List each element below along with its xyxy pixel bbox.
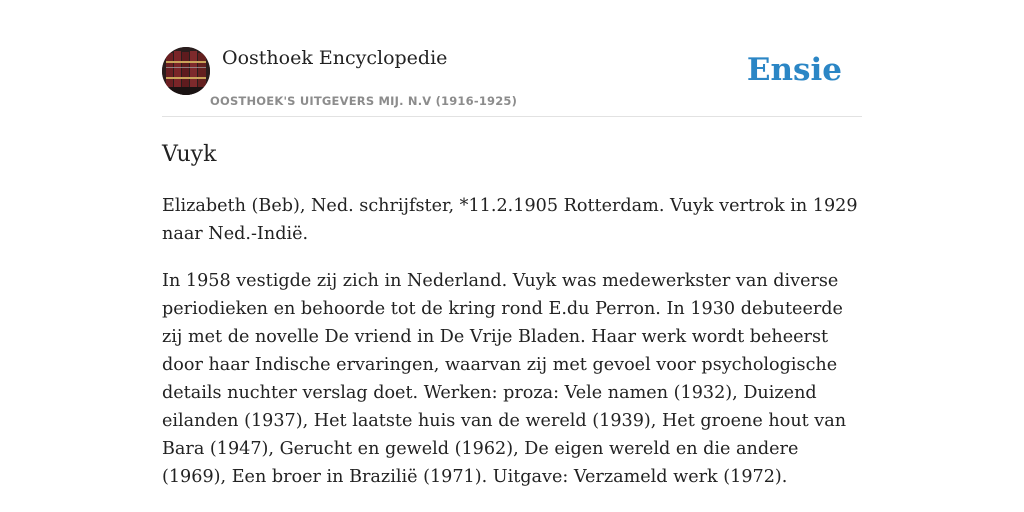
entry-title: Vuyk <box>162 142 217 167</box>
brand-logo[interactable]: Ensie <box>746 52 842 88</box>
entry-paragraph: In 1958 vestigde zij zich in Nederland. Vuyk was medewerkster van diverse periodieken en behoorde tot de kring rond E.du Perron. In 1930 debuteerde zij met de novelle De vriend in De Vrije Bladen. Haar werk wordt beheerst door haar Indische ervaringen, waarvan zij met gevoel voor psychologische details nuchter verslag doet. Werken: proza: Vele namen (1932), Duizend eilanden (1937), Het laatste huis van de wereld (1939), Het groene hout van Bara (1947), Gerucht en geweld (1962), De eigen wereld en die andere (1969), Een broer in Brazilië (1971). Uitgave: Verzameld werk (1972). <box>162 271 847 487</box>
source-title[interactable]: Oosthoek Encyclopedie <box>222 47 448 69</box>
source-subtitle: OOSTHOEK'S UITGEVERS MIJ. N.V (1916-1925) <box>210 94 518 108</box>
header <box>162 0 862 117</box>
entry-body <box>162 192 862 510</box>
encyclopedia-books-icon <box>162 47 210 95</box>
entry-paragraph: Elizabeth (Beb), Ned. schrijfster, *11.2.1905 Rotterdam. Vuyk vertrok in 1929 naar Ned.-Indië. <box>162 196 858 244</box>
